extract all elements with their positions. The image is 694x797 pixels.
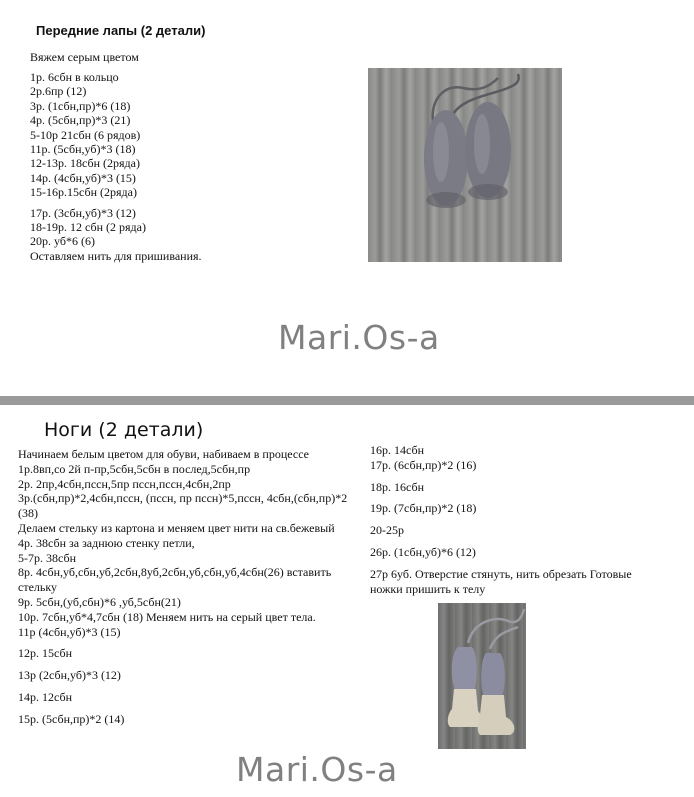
watermark-text: Mari.Os-a <box>236 750 398 789</box>
photo-legs <box>438 603 526 749</box>
photo-front-paws <box>368 68 562 262</box>
instruction-line: 14р. 12сбн <box>18 689 72 704</box>
instruction-line: Делаем стельку из картона и меняем цвет нити на св.бежевый <box>18 520 335 535</box>
instruction-line: 17р. (6сбн,пр)*2 (16) <box>370 457 477 472</box>
instruction-line: 27р 6уб. Отверстие стянуть, нить обрезать Готовые ножки пришить к телу <box>370 566 632 596</box>
row-item: 14р. (4сбн,уб)*3 (15) <box>30 170 136 185</box>
instruction-line: Начинаем белым цветом для обуви, набиваем в процессе <box>18 447 309 461</box>
page-legs <box>0 405 694 797</box>
intro-text: Вяжем серым цветом <box>30 50 139 64</box>
instruction-line: 19р. (7сбн,пр)*2 (18) <box>370 501 477 516</box>
row-list-front-paws <box>30 70 202 263</box>
instruction-line: 8р. 4сбн,уб,сбн,уб,2сбн,8уб,2сбн,уб,сбн,уб,4сбн(26) вставить стельку <box>18 565 332 595</box>
instructions-right-column <box>370 443 660 596</box>
instruction-line: 3р.(сбн,пр)*2,4сбн,пссн, (пссн, пр пссн)*5,пссн, 4сбн,(сбн,пр)*2 (38) <box>18 491 348 521</box>
instruction-line: 20-25р <box>370 523 404 538</box>
row-item: 4р. (5сбн,пр)*3 (21) <box>30 113 131 128</box>
section-title-front-paws: Передние лапы (2 детали) <box>36 23 206 38</box>
instruction-line: 5-7р. 38сбн <box>18 550 76 565</box>
page-front-paws <box>0 0 694 396</box>
instruction-line: 26р. (1сбн,уб)*6 (12) <box>370 544 476 559</box>
row-item: 15-16р.15сбн (2ряда) <box>30 185 137 200</box>
instruction-line: 15р. (5сбн,пр)*2 (14) <box>18 711 125 726</box>
row-item: 3р. (1сбн,пр)*6 (18) <box>30 98 131 113</box>
instruction-line: 12р. 15сбн <box>18 646 72 661</box>
instructions-left-column <box>18 447 363 727</box>
instruction-line: 13р (2сбн,уб)*3 (12) <box>18 668 121 683</box>
section-title-legs: Ноги (2 детали) <box>44 419 204 441</box>
watermark-text: Mari.Os-a <box>278 318 440 357</box>
instruction-line: 16р. 14сбн <box>370 443 424 457</box>
instruction-line: 10р. 7сбн,уб*4,7сбн (18) Меняем нить на серый цвет тела. <box>18 609 316 624</box>
row-item: 20р. уб*6 (6) <box>30 234 95 249</box>
row-item: 11р. (5сбн,уб)*3 (18) <box>30 141 136 156</box>
instruction-line: 11р (4сбн,уб)*3 (15) <box>18 624 121 639</box>
instruction-line: 18р. 16сбн <box>370 479 424 494</box>
row-item: 12-13р. 18сбн (2ряда) <box>30 156 140 171</box>
row-item: 5-10р 21сбн (6 рядов) <box>30 127 141 142</box>
row-item: 18-19р. 12 сбн (2 ряда) <box>30 219 146 234</box>
instruction-line: 4р. 38сбн за заднюю стенку петли, <box>18 535 195 550</box>
row-item: 17р. (3сбн,уб)*3 (12) <box>30 205 136 220</box>
row-item: 1р. 6сбн в кольцо <box>30 70 119 84</box>
crochet-paws-illustration <box>368 68 562 262</box>
row-item: Оставляем нить для пришивания. <box>30 248 202 263</box>
page-divider <box>0 396 694 405</box>
crochet-legs-illustration <box>438 603 526 749</box>
instruction-line: 9р. 5сбн,(уб,сбн)*6 ,уб,5сбн(21) <box>18 594 181 609</box>
row-item: 2р.6пр (12) <box>30 84 87 99</box>
instruction-line: 1р.8вп,со 2й п-пр,5сбн,5сбн в послед,5сбн,пр <box>18 461 251 476</box>
instruction-line: 2р. 2пр,4сбн,пссн,5пр пссн,пссн,4сбн,2пр <box>18 476 231 491</box>
